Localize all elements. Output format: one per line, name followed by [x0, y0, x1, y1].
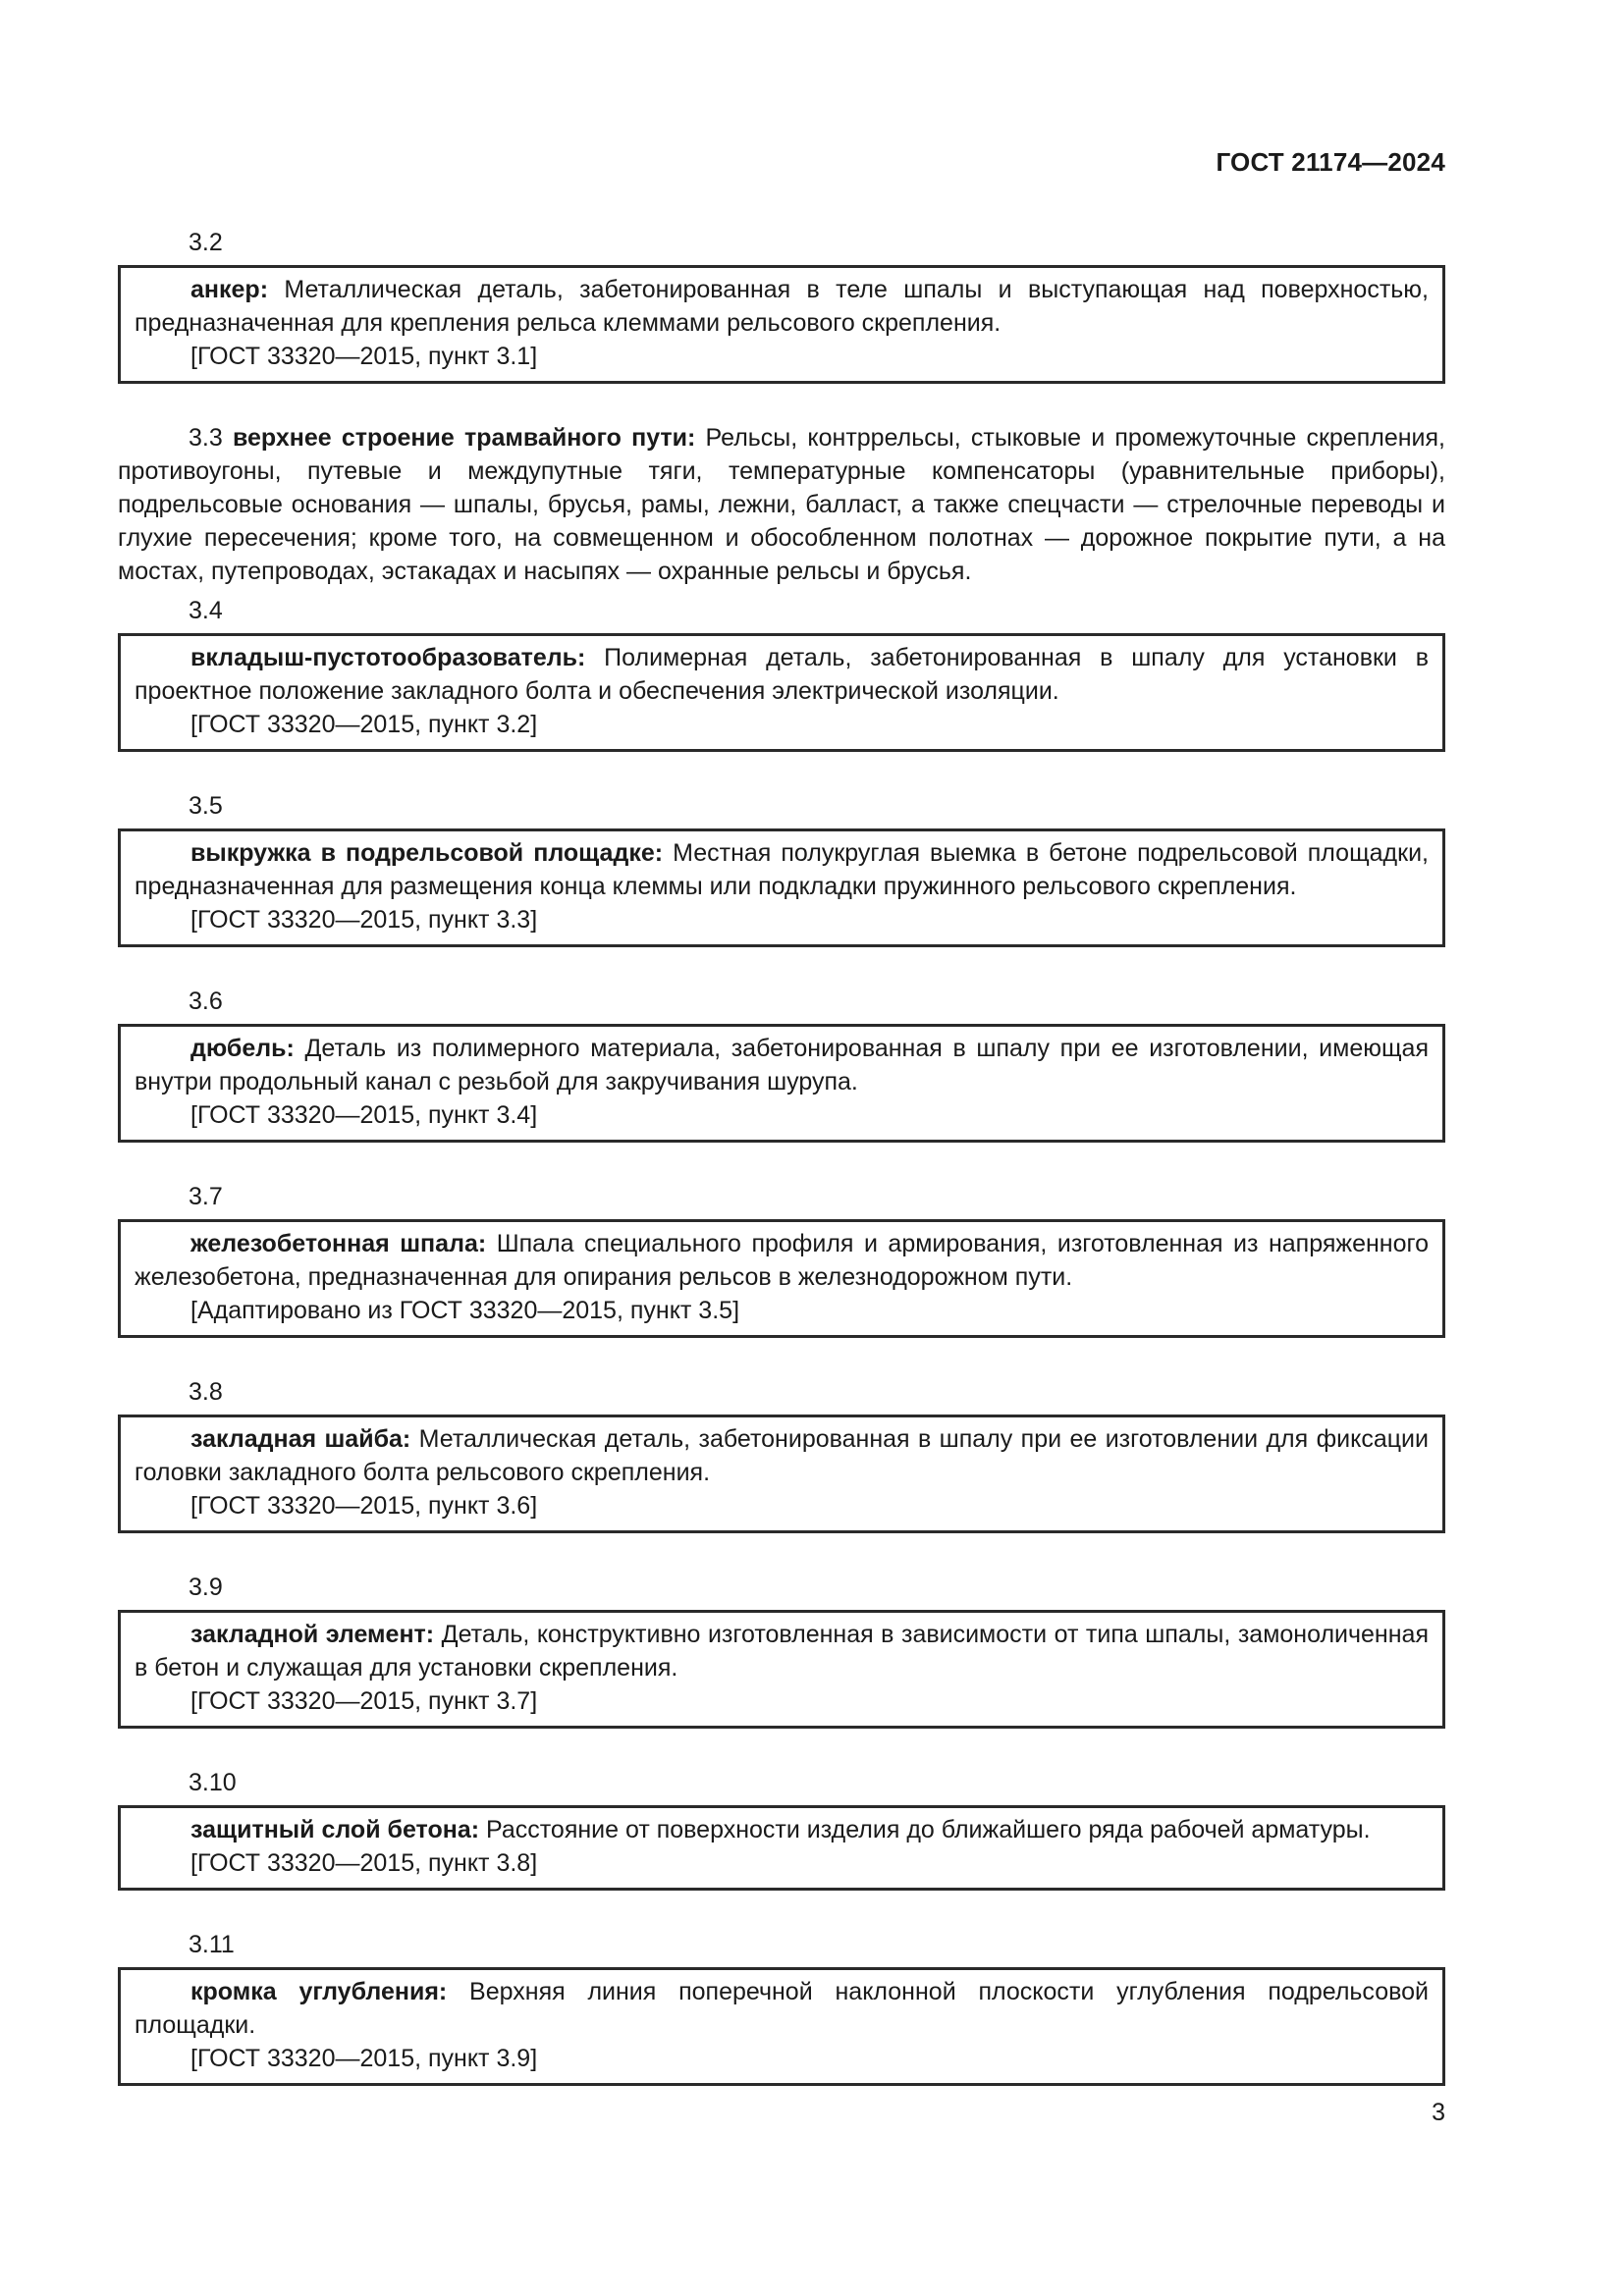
definition-text: Деталь из полимерного материала, забетонированная в шпалу при ее изготовлении, имеющая внутри продольный канал с резьбой для закручивания шурупа. [135, 1035, 1429, 1095]
term-name: дюбель: [190, 1035, 295, 1062]
term-entry [118, 1928, 1445, 2086]
definition-text: Полимерная деталь, забетонированная в шпалу для установки в проектное положение закладного болта и обеспечения электрической изоляции. [135, 644, 1429, 705]
term-name: верхнее строение трамвайного пути: [232, 424, 696, 452]
term-box [118, 1967, 1445, 2086]
clause-number: 3.2 [189, 229, 223, 256]
definition-text: Верхняя линия поперечной наклонной плоскости углубления подрельсовой площадки. [135, 1978, 1429, 2039]
term-box [118, 1024, 1445, 1143]
term-source: [ГОСТ 33320—2015, пункт 3.1] [190, 343, 538, 370]
term-box [118, 1219, 1445, 1338]
term-definition [135, 273, 1429, 340]
term-box [118, 633, 1445, 752]
clause-number: 3.4 [189, 597, 223, 624]
term-definition [135, 1032, 1429, 1098]
definition-text: Металлическая деталь, забетонированная в теле шпалы и выступающая над поверхностью, предназначенная для крепления рельса клеммами рельсового скрепления. [135, 276, 1429, 337]
term-entry-plain [118, 421, 1445, 588]
term-entry [118, 226, 1445, 384]
term-box [118, 1805, 1445, 1891]
definition-text: Рельсы, контррельсы, стыковые и промежуточные скрепления, противоугоны, путевые и междупутные тяги, температурные компенсаторы (уравнительные приборы), подрельсовые основания — шпалы, брусья, рамы, лежни, балласт, а также спецчасти — стрелочные переводы и глухие пересечения; кроме того, на совмещенном и обособленном полотнах — дорожное покрытие пути, а на мостах, путепроводах, эстакадах и насыпях — охранные рельсы и брусья. [118, 424, 1445, 585]
term-box [118, 1610, 1445, 1729]
terms-section [118, 226, 1445, 2123]
term-name: защитный слой бетона: [190, 1816, 480, 1843]
term-source: [Адаптировано из ГОСТ 33320—2015, пункт 3.5] [190, 1297, 740, 1324]
definition-text: Расстояние от поверхности изделия до ближайшего ряда рабочей арматуры. [479, 1816, 1371, 1843]
term-definition [135, 1975, 1429, 2042]
term-definition [135, 641, 1429, 708]
definition-text: Металлическая деталь, забетонированная в шпалу при ее изготовлении для фиксации головки закладного болта рельсового скрепления. [135, 1425, 1429, 1486]
term-name: выкружка в подрельсовой площадке: [190, 839, 664, 867]
term-entry [118, 1766, 1445, 1891]
term-name: закладная шайба: [190, 1425, 411, 1453]
term-entry [118, 1375, 1445, 1533]
term-box [118, 265, 1445, 384]
term-source: [ГОСТ 33320—2015, пункт 3.7] [190, 1687, 538, 1715]
term-source: [ГОСТ 33320—2015, пункт 3.2] [190, 711, 538, 738]
clause-number: 3.10 [189, 1769, 237, 1796]
term-definition [135, 836, 1429, 903]
document-code: ГОСТ 21174—2024 [1216, 147, 1445, 177]
term-entry [118, 1180, 1445, 1338]
clause-number: 3.9 [189, 1574, 223, 1601]
term-source: [ГОСТ 33320—2015, пункт 3.8] [190, 1849, 538, 1877]
clause-number: 3.5 [189, 792, 223, 820]
clause-number: 3.7 [189, 1183, 223, 1210]
term-source: [ГОСТ 33320—2015, пункт 3.6] [190, 1492, 538, 1520]
term-definition [135, 1618, 1429, 1684]
clause-number: 3.8 [189, 1378, 223, 1406]
term-name: кромка углубления: [190, 1978, 448, 2005]
definition-text: Шпала специального профиля и армирования, изготовленная из напряженного железобетона, предназначенная для опирания рельсов в железнодорожном пути. [135, 1230, 1429, 1291]
term-source: [ГОСТ 33320—2015, пункт 3.3] [190, 906, 538, 934]
definition-text: Местная полукруглая выемка в бетоне подрельсовой площадки, предназначенная для размещения конца клеммы или подкладки пружинного рельсового скрепления. [135, 839, 1429, 900]
term-entry [118, 594, 1445, 752]
term-definition [135, 1227, 1429, 1294]
term-box [118, 828, 1445, 947]
term-entry [118, 1571, 1445, 1729]
term-name: закладной элемент: [190, 1621, 435, 1648]
term-source: [ГОСТ 33320—2015, пункт 3.4] [190, 1101, 538, 1129]
term-name: анкер: [190, 276, 269, 303]
term-definition [135, 1813, 1429, 1846]
clause-number: 3.11 [189, 1931, 235, 1958]
term-entry [118, 789, 1445, 947]
term-name: вкладыш-пустотообразователь: [190, 644, 586, 671]
term-source: [ГОСТ 33320—2015, пункт 3.9] [190, 2045, 538, 2072]
clause-number: 3.3 [189, 424, 223, 452]
page-number: 3 [1432, 2099, 1445, 2126]
clause-number: 3.6 [189, 988, 223, 1015]
term-entry [118, 985, 1445, 1143]
term-definition [135, 1422, 1429, 1489]
term-name: железобетонная шпала: [190, 1230, 487, 1257]
term-box [118, 1415, 1445, 1533]
definition-text: Деталь, конструктивно изготовленная в зависимости от типа шпалы, замоноличенная в бетон и служащая для установки скрепления. [135, 1621, 1429, 1682]
